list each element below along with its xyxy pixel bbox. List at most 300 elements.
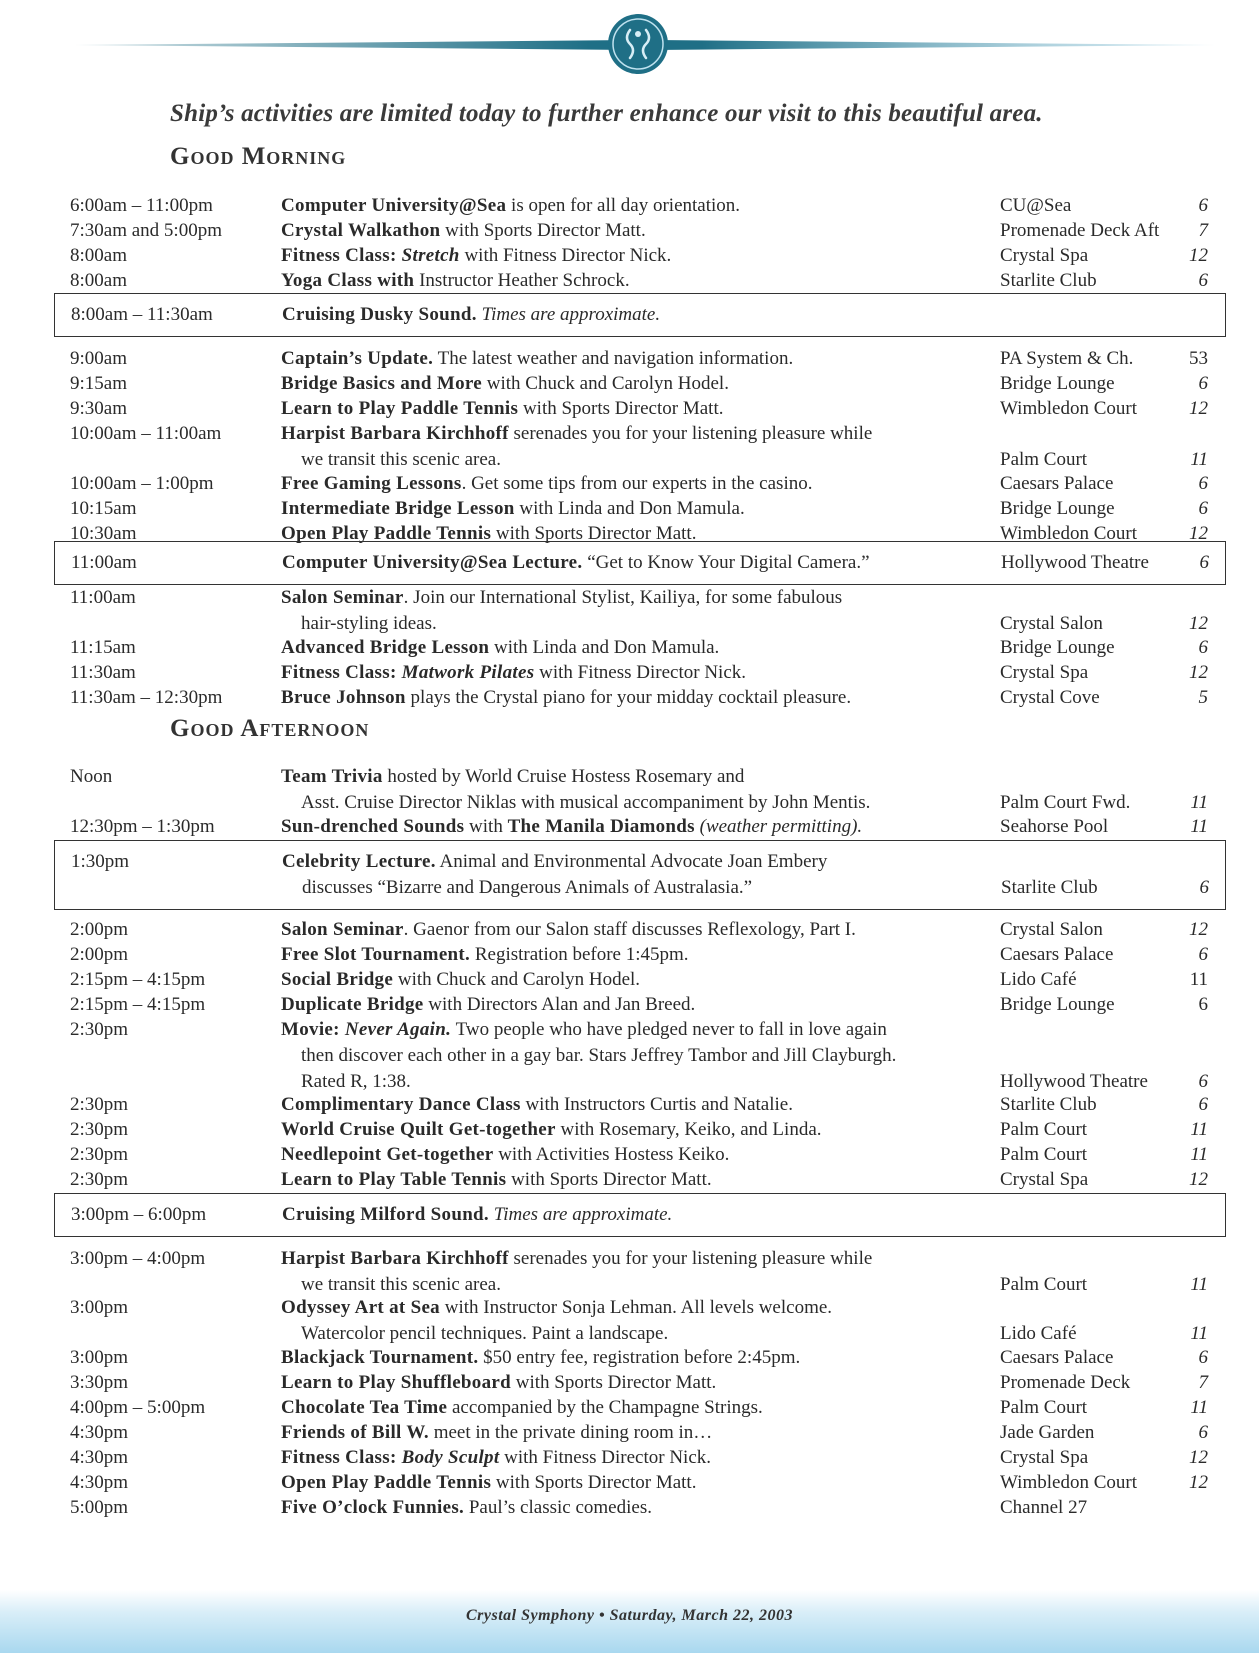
activity-row <box>54 1445 1224 1471</box>
activity-detail: . Join our International Stylist, Kailiya, for some fabulous <box>403 587 843 608</box>
activity-first-line <box>281 1119 822 1140</box>
activity-first-line <box>281 944 689 965</box>
activity-location: Caesars Palace <box>1000 944 1114 965</box>
activity-deck: 12 <box>1189 613 1208 634</box>
activity-title-italic: Never Again. <box>344 1019 452 1040</box>
activity-first-line <box>281 1372 716 1393</box>
activity-detail-continued: we transit this scenic area. <box>301 449 501 470</box>
activity-title: Bruce Johnson <box>281 687 406 708</box>
activity-first-line <box>281 994 695 1015</box>
activity-time: 3:00pm – 4:00pm <box>70 1248 206 1269</box>
activity-description <box>281 218 646 244</box>
tagline: Ship’s activities are limited today to further enhance our visit to this beautiful area. <box>170 100 1043 127</box>
activity-detail-continued: discusses “Bizarre and Dangerous Animals of Australasia.” <box>302 877 753 898</box>
activity-detail: with Sports Director Matt. <box>491 1472 697 1493</box>
activity-deck: 12 <box>1189 523 1208 544</box>
activity-row <box>54 1345 1224 1371</box>
activity-description <box>282 849 827 901</box>
activity-detail: . Gaenor from our Salon staff discusses Reflexology, Part I. <box>403 919 856 940</box>
activity-time: 4:00pm – 5:00pm <box>70 1397 206 1418</box>
activity-deck: 6 <box>1198 994 1208 1015</box>
activity-title: Captain’s Update. <box>281 348 434 369</box>
activity-deck: 6 <box>1198 473 1208 494</box>
activity-detail: with <box>464 816 508 837</box>
activity-location: Crystal Cove <box>1000 687 1100 708</box>
activity-row <box>54 1246 1224 1298</box>
activity-first-line <box>281 1497 652 1518</box>
activity-detail: . Get some tips from our experts in the casino. <box>461 473 813 494</box>
activity-row <box>54 218 1224 244</box>
activity-row <box>54 764 1224 816</box>
activity-title: Team Trivia <box>281 766 383 787</box>
activity-row <box>54 840 1226 910</box>
activity-title-italic: Body Sculpt <box>401 1447 500 1468</box>
activity-row <box>54 917 1224 943</box>
activity-description <box>281 992 695 1018</box>
activity-time: Noon <box>70 766 113 787</box>
activity-title: Fitness Class: <box>281 662 402 683</box>
activity-location: Crystal Spa <box>1000 1447 1089 1468</box>
activity-time: 2:30pm <box>70 1144 129 1165</box>
activity-first-line <box>281 270 630 291</box>
activity-time: 4:30pm <box>70 1447 129 1468</box>
activity-row <box>54 1420 1224 1446</box>
activity-title: Learn to Play Paddle Tennis <box>281 398 519 419</box>
activity-time: 11:30am <box>70 662 136 683</box>
activity-detail: serenades you for your listening pleasure while <box>508 1248 873 1269</box>
activity-row <box>54 1370 1224 1396</box>
activity-first-line <box>281 1447 711 1468</box>
activity-time: 8:00am <box>70 245 127 266</box>
activity-title: Needlepoint Get-together <box>281 1144 494 1165</box>
activity-location: Bridge Lounge <box>1000 994 1115 1015</box>
activity-detail: with Sports Director Matt. <box>518 398 724 419</box>
activity-row <box>54 346 1224 372</box>
activity-title: Salon Seminar <box>281 587 404 608</box>
activity-first-line <box>282 552 870 573</box>
activity-detail: meet in the private dining room in… <box>428 1422 713 1443</box>
activity-first-line <box>281 398 723 419</box>
activity-deck: 12 <box>1189 919 1208 940</box>
activity-first-line <box>281 1347 800 1368</box>
activity-row <box>54 1495 1224 1521</box>
activity-location: Starlite Club <box>1000 1094 1097 1115</box>
activity-title: Fitness Class: <box>281 245 402 266</box>
activity-time: 2:00pm <box>70 919 129 940</box>
activity-time: 3:00pm <box>70 1347 129 1368</box>
activity-deck: 11 <box>1190 1119 1208 1140</box>
activity-title: Harpist Barbara Kirchhoff <box>281 1248 509 1269</box>
activity-detail: is open for all day orientation. <box>506 195 741 216</box>
activity-description <box>281 268 630 294</box>
activity-row <box>54 1395 1224 1421</box>
activity-time: 8:00am – 11:30am <box>71 304 213 325</box>
activity-detail-continued: Watercolor pencil techniques. Paint a landscape. <box>301 1323 669 1344</box>
activity-time: 10:15am <box>70 498 137 519</box>
activity-deck: 12 <box>1189 245 1208 266</box>
activity-deck: 6 <box>1198 1347 1208 1368</box>
activity-detail: Two people who have pledged never to fall in love again <box>451 1019 887 1040</box>
activity-description <box>281 1495 652 1521</box>
activity-location: Palm Court <box>1000 1397 1088 1418</box>
activity-first-line <box>281 1472 696 1493</box>
activity-time: 11:30am – 12:30pm <box>70 687 223 708</box>
activity-description <box>281 471 812 497</box>
activity-location: Palm Court <box>1000 1119 1088 1140</box>
activity-deck: 11 <box>1190 1274 1208 1295</box>
activity-deck: 11 <box>1190 1397 1208 1418</box>
activity-row <box>54 992 1224 1018</box>
activity-deck: 7 <box>1198 1372 1208 1393</box>
activity-first-line <box>281 373 729 394</box>
activity-location: Bridge Lounge <box>1000 373 1115 394</box>
activity-title: Computer University@Sea Lecture. <box>282 552 583 573</box>
activity-location: Seahorse Pool <box>1000 816 1109 837</box>
activity-deck: 11 <box>1190 1323 1208 1344</box>
activity-description <box>281 1470 696 1496</box>
activity-time: 10:30am <box>70 523 137 544</box>
activity-location: Crystal Spa <box>1000 662 1089 683</box>
activity-location: Hollywood Theatre <box>1001 552 1149 573</box>
activity-description <box>282 550 870 576</box>
activity-note: Times are approximate. <box>476 304 661 325</box>
activity-description <box>281 1246 872 1298</box>
activity-location: Wimbledon Court <box>1000 523 1137 544</box>
activity-detail: with Sports Director Matt. <box>511 1372 717 1393</box>
activity-title: Five O’clock Funnies. <box>281 1497 465 1518</box>
activity-title: Cruising Dusky Sound. <box>282 304 477 325</box>
activity-time: 3:00pm – 6:00pm <box>71 1204 207 1225</box>
activity-title-secondary: The Manila Diamonds <box>507 816 695 837</box>
activity-row <box>54 193 1224 219</box>
activity-deck: 6 <box>1198 637 1208 658</box>
activity-row <box>54 942 1224 968</box>
activity-detail: $50 entry fee, registration before 2:45pm. <box>478 1347 801 1368</box>
activity-description <box>281 1445 711 1471</box>
activity-detail: plays the Crystal piano for your midday cocktail pleasure. <box>405 687 852 708</box>
activity-time: 6:00am – 11:00pm <box>70 195 213 216</box>
activity-first-line <box>281 348 793 369</box>
activity-note: Times are approximate. <box>488 1204 673 1225</box>
activity-description <box>281 764 870 816</box>
activity-time: 9:00am <box>70 348 127 369</box>
activity-row <box>54 1092 1224 1118</box>
activity-row <box>54 1167 1224 1193</box>
activity-location: PA System & Ch. <box>1000 348 1134 369</box>
activity-title: Computer University@Sea <box>281 195 507 216</box>
activity-detail: with Sports Director Matt. <box>506 1169 712 1190</box>
activity-detail: Paul’s classic comedies. <box>464 1497 652 1518</box>
activity-deck: 11 <box>1189 969 1208 990</box>
activity-location: Crystal Salon <box>1000 919 1103 940</box>
activity-detail: with Rosemary, Keiko, and Linda. <box>555 1119 822 1140</box>
activity-location: Crystal Salon <box>1000 613 1103 634</box>
activity-location: Bridge Lounge <box>1000 637 1115 658</box>
activity-time: 2:15pm – 4:15pm <box>70 969 206 990</box>
activity-detail-continued: then discover each other in a gay bar. Stars Jeffrey Tambor and Jill Clayburgh. <box>301 1045 897 1066</box>
activity-first-line <box>281 1169 712 1190</box>
activity-location: Wimbledon Court <box>1000 1472 1137 1493</box>
activity-time: 11:15am <box>70 637 136 658</box>
activity-title: Learn to Play Table Tennis <box>281 1169 507 1190</box>
activity-title: Open Play Paddle Tennis <box>281 1472 492 1493</box>
activity-time: 9:30am <box>70 398 127 419</box>
activity-detail-continued: we transit this scenic area. <box>301 1274 501 1295</box>
activity-deck: 6 <box>1198 270 1208 291</box>
activity-deck: 12 <box>1189 398 1208 419</box>
activity-description <box>281 1117 822 1143</box>
activity-location: Lido Café <box>1000 969 1077 990</box>
activity-title: Sun-drenched Sounds <box>281 816 465 837</box>
activity-row <box>54 268 1224 294</box>
activity-first-line <box>281 637 719 658</box>
activity-row <box>54 396 1224 422</box>
activity-row <box>54 814 1224 840</box>
activity-description <box>281 1142 729 1168</box>
activity-first-line <box>281 473 812 494</box>
activity-time: 12:30pm – 1:30pm <box>70 816 215 837</box>
activity-deck: 53 <box>1189 348 1208 369</box>
activity-location: Palm Court Fwd. <box>1000 792 1131 813</box>
activity-location: Palm Court <box>1000 449 1088 470</box>
activity-deck: 6 <box>1198 1422 1208 1443</box>
activity-description <box>281 814 862 840</box>
activity-first-line <box>281 662 746 683</box>
activity-location: Promenade Deck <box>1000 1372 1131 1393</box>
afternoon-heading: Good Afternoon <box>170 715 370 742</box>
activity-deck: 6 <box>1198 373 1208 394</box>
activity-deck: 5 <box>1198 687 1208 708</box>
activity-row <box>54 585 1224 637</box>
activity-first-line <box>282 1204 672 1225</box>
activity-time: 4:30pm <box>70 1472 129 1493</box>
activity-location: Starlite Club <box>1001 877 1098 898</box>
activity-title: Cruising Milford Sound. <box>282 1204 489 1225</box>
activity-deck: 6 <box>1198 1094 1208 1115</box>
activity-first-line <box>282 851 827 872</box>
activity-row <box>54 1193 1226 1237</box>
activity-detail: with Fitness Director Nick. <box>499 1447 712 1468</box>
activity-detail: hosted by World Cruise Hostess Rosemary and <box>382 766 745 787</box>
activity-row <box>54 1117 1224 1143</box>
activity-description <box>281 635 719 661</box>
activity-description <box>281 585 842 637</box>
activity-row <box>54 471 1224 497</box>
activity-description <box>281 967 640 993</box>
activity-time: 1:30pm <box>71 851 130 872</box>
activity-title: Fitness Class: <box>281 1447 402 1468</box>
activity-title: Advanced Bridge Lesson <box>281 637 490 658</box>
activity-title: Intermediate Bridge Lesson <box>281 498 515 519</box>
activity-row <box>54 541 1226 585</box>
activity-description <box>281 660 746 686</box>
activity-location: Hollywood Theatre <box>1000 1071 1148 1092</box>
activity-title: Odyssey Art at Sea <box>281 1297 440 1318</box>
activity-location: Crystal Spa <box>1000 1169 1089 1190</box>
activity-detail: with Linda and Don Mamula. <box>489 637 720 658</box>
activity-title: Movie: <box>281 1019 345 1040</box>
activity-time: 11:00am <box>70 587 136 608</box>
activity-first-line <box>281 1297 832 1318</box>
activity-deck: 11 <box>1190 792 1208 813</box>
activity-title: Free Gaming Lessons <box>281 473 462 494</box>
activity-first-line <box>281 766 744 787</box>
activity-time: 2:30pm <box>70 1119 129 1140</box>
activity-description <box>282 1202 672 1228</box>
activity-first-line <box>281 1019 887 1040</box>
activity-detail: with Chuck and Carolyn Hodel. <box>393 969 641 990</box>
activity-first-line <box>281 195 740 216</box>
activity-description <box>281 1167 712 1193</box>
activity-description <box>281 1370 716 1396</box>
activity-deck: 11 <box>1190 1144 1208 1165</box>
activity-title: Bridge Basics and More <box>281 373 482 394</box>
activity-first-line <box>281 816 862 837</box>
activity-title-italic: Stretch <box>401 245 460 266</box>
activity-first-line <box>282 304 660 325</box>
activity-description <box>281 1295 832 1347</box>
activity-row <box>54 243 1224 269</box>
activity-detail: accompanied by the Champagne Strings. <box>447 1397 763 1418</box>
activity-time: 4:30pm <box>70 1422 129 1443</box>
activity-location: Crystal Spa <box>1000 245 1089 266</box>
activity-row <box>54 293 1226 337</box>
activity-detail: with Fitness Director Nick. <box>459 245 672 266</box>
activity-time: 11:00am <box>71 552 137 573</box>
activity-detail: Instructor Heather Schrock. <box>414 270 630 291</box>
activity-detail: “Get to Know Your Digital Camera.” <box>582 552 870 573</box>
activity-first-line <box>281 687 851 708</box>
activity-detail: with Fitness Director Nick. <box>534 662 746 683</box>
activity-time: 2:15pm – 4:15pm <box>70 994 206 1015</box>
activity-time: 2:00pm <box>70 944 129 965</box>
activity-detail: with Instructors Curtis and Natalie. <box>520 1094 793 1115</box>
activity-location: Promenade Deck Aft <box>1000 220 1160 241</box>
activity-detail: with Sports Director Matt. <box>440 220 646 241</box>
activity-row <box>54 496 1224 522</box>
activity-location: Palm Court <box>1000 1144 1088 1165</box>
activity-location: Bridge Lounge <box>1000 498 1115 519</box>
activity-description <box>281 243 671 269</box>
activity-location: Lido Café <box>1000 1323 1077 1344</box>
activity-detail-continued: hair-styling ideas. <box>301 613 437 634</box>
activity-time: 2:30pm <box>70 1019 129 1040</box>
activity-time: 10:00am – 11:00am <box>70 423 222 444</box>
activity-description <box>281 1345 800 1371</box>
activity-location: Caesars Palace <box>1000 473 1114 494</box>
activity-description <box>281 1420 712 1446</box>
activity-title: Free Slot Tournament. <box>281 944 471 965</box>
activity-location: Caesars Palace <box>1000 1347 1114 1368</box>
activity-first-line <box>281 969 640 990</box>
activity-first-line <box>281 1422 712 1443</box>
activity-description <box>281 371 729 397</box>
activity-detail: with Directors Alan and Jan Breed. <box>423 994 696 1015</box>
activity-title: Learn to Play Shuffleboard <box>281 1372 512 1393</box>
activity-detail: with Linda and Don Mamula. <box>514 498 745 519</box>
activity-description <box>281 396 723 422</box>
activity-first-line <box>281 220 646 241</box>
activity-location: Channel 27 <box>1000 1497 1088 1518</box>
activity-location: Palm Court <box>1000 1274 1088 1295</box>
activity-title: Celebrity Lecture. <box>282 851 436 872</box>
activity-description <box>282 302 660 328</box>
activity-detail: with Instructor Sonja Lehman. All levels welcome. <box>439 1297 833 1318</box>
activity-first-line <box>281 1397 763 1418</box>
activity-deck: 6 <box>1198 195 1208 216</box>
activity-location: Jade Garden <box>1000 1422 1095 1443</box>
activity-location: Starlite Club <box>1000 270 1097 291</box>
activity-deck: 11 <box>1190 816 1208 837</box>
activity-description <box>281 917 856 943</box>
activity-deck: 12 <box>1189 662 1208 683</box>
activity-time: 5:00pm <box>70 1497 129 1518</box>
activity-time: 8:00am <box>70 270 127 291</box>
activity-description <box>281 346 793 372</box>
activity-time: 3:30pm <box>70 1372 129 1393</box>
activity-title: Harpist Barbara Kirchhoff <box>281 423 509 444</box>
activity-title: Friends of Bill W. <box>281 1422 429 1443</box>
activity-row <box>54 421 1224 473</box>
activity-title: Social Bridge <box>281 969 394 990</box>
activity-description <box>281 1395 763 1421</box>
activity-title: Salon Seminar <box>281 919 404 940</box>
activity-detail-continued: Rated R, 1:38. <box>301 1071 411 1092</box>
activity-time: 2:30pm <box>70 1094 129 1115</box>
activity-first-line <box>281 587 842 608</box>
activity-description <box>281 685 851 711</box>
activity-deck: 12 <box>1189 1472 1208 1493</box>
activity-description <box>281 421 872 473</box>
activity-first-line <box>281 1248 872 1269</box>
activity-row <box>54 685 1224 711</box>
activity-deck: 6 <box>1199 552 1209 573</box>
activity-deck: 11 <box>1190 449 1208 470</box>
activity-time: 3:00pm <box>70 1297 129 1318</box>
activity-time: 10:00am – 1:00pm <box>70 473 214 494</box>
activity-detail-continued: Asst. Cruise Director Niklas with musical accompaniment by John Mentis. <box>301 792 871 813</box>
activity-location: CU@Sea <box>1000 195 1072 216</box>
morning-heading: Good Morning <box>170 143 347 170</box>
activity-title: Crystal Walkathon <box>281 220 441 241</box>
activity-deck: 6 <box>1199 877 1209 898</box>
activity-detail: The latest weather and navigation information. <box>433 348 794 369</box>
activity-detail: serenades you for your listening pleasure while <box>508 423 873 444</box>
activity-title: World Cruise Quilt Get-together <box>281 1119 556 1140</box>
activity-deck: 12 <box>1189 1169 1208 1190</box>
activity-deck: 6 <box>1198 498 1208 519</box>
activity-detail: Animal and Environmental Advocate Joan Embery <box>435 851 828 872</box>
footer-text: Crystal Symphony • Saturday, March 22, 2003 <box>466 1607 793 1624</box>
activity-time: 9:15am <box>70 373 127 394</box>
activity-time: 2:30pm <box>70 1169 129 1190</box>
activity-title: Blackjack Tournament. <box>281 1347 479 1368</box>
activity-deck: 6 <box>1198 1071 1208 1092</box>
activity-first-line <box>281 1094 793 1115</box>
activity-first-line <box>281 1144 729 1165</box>
activity-description <box>281 193 740 219</box>
activity-title: Open Play Paddle Tennis <box>281 523 492 544</box>
activity-note: (weather permitting). <box>694 816 863 837</box>
activity-detail: with Activities Hostess Keiko. <box>493 1144 730 1165</box>
activity-title: Complimentary Dance Class <box>281 1094 521 1115</box>
activity-title-italic: Matwork Pilates <box>401 662 535 683</box>
activity-description <box>281 1017 896 1095</box>
activity-detail: with Chuck and Carolyn Hodel. <box>482 373 729 394</box>
activity-title: Chocolate Tea Time <box>281 1397 448 1418</box>
activity-description <box>281 942 689 968</box>
activity-deck: 6 <box>1198 944 1208 965</box>
